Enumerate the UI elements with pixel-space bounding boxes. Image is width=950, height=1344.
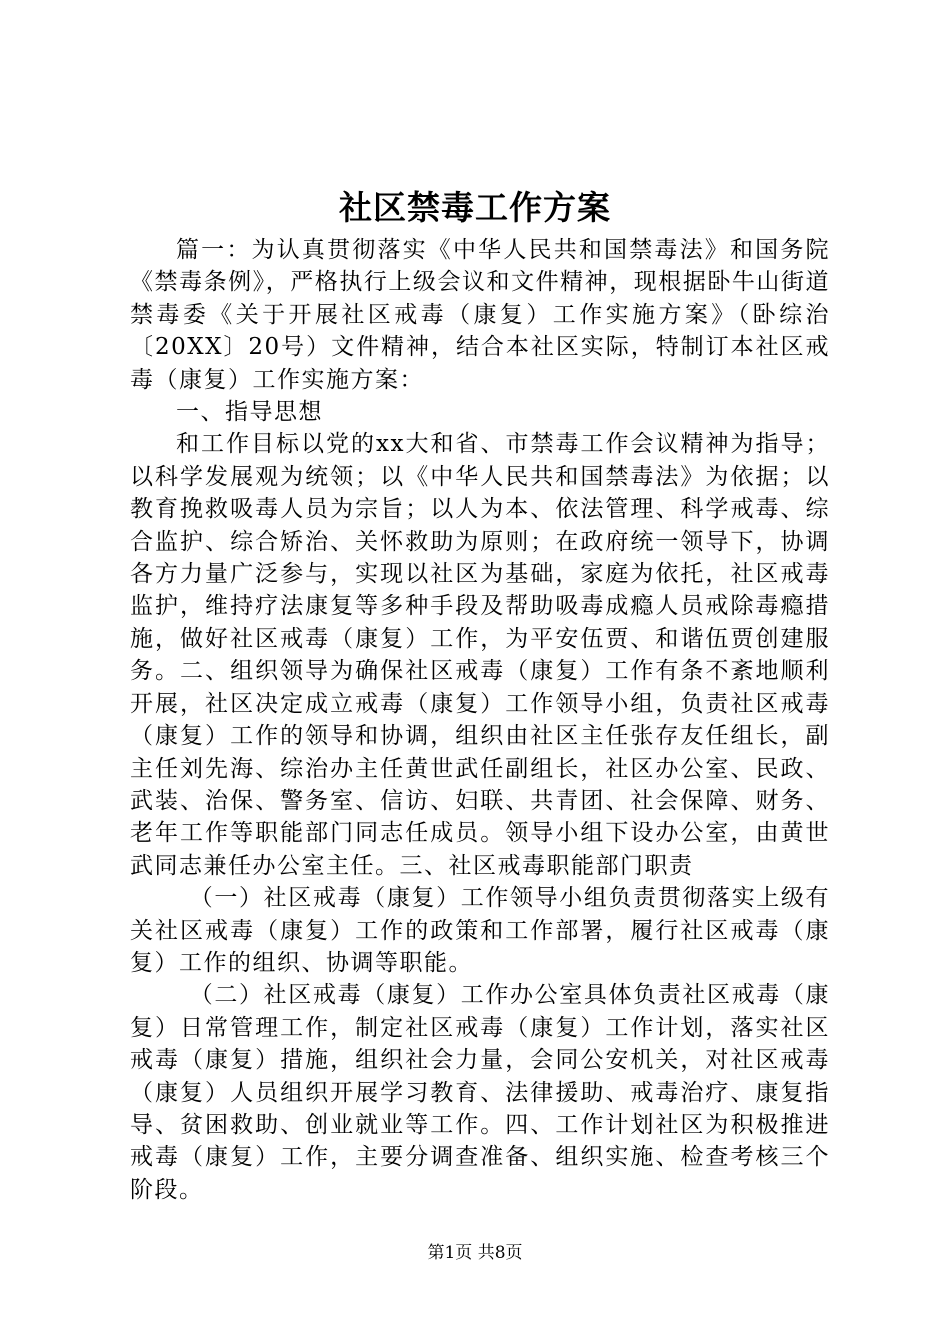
page-footer: 第1页 共8页 (427, 1243, 523, 1263)
paragraph-office-duties: （二）社区戒毒（康复）工作办公室具体负责社区戒毒（康复）日常管理工作，制定社区戒毒（康复）工作计划，落实社区戒毒（康复）措施，组织社会力量，会同公安机关，对社区戒毒（康复）人员组织开展学习教育、法律援助、戒毒治疗、康复指导、贫困救助、创业就业等工作。四、工作计划社区为积极推进戒毒（康复）工作，主要分调查准备、组织实施、检查考核三个阶段。 (130, 982, 830, 1203)
document-body (130, 234, 830, 1206)
paragraph-leading-group: （一）社区戒毒（康复）工作领导小组负责贯彻落实上级有关社区戒毒（康复）工作的政策和工作部署，履行社区戒毒（康复）工作的组织、协调等职能。 (130, 885, 830, 976)
heading-guiding-ideology: 一、指导思想 (176, 399, 323, 426)
document-title: 社区禁毒工作方案 (339, 188, 611, 227)
paragraph-guiding-ideology: 和工作目标以党的xx大和省、市禁毒工作会议精神为指导；以科学发展观为统领；以《中华人民共和国禁毒法》为依据；以教育挽救吸毒人员为宗旨；以人为本、依法管理、科学戒毒、综合监护、综合矫治、关怀救助为原则；在政府统一领导下，协调各方力量广泛参与，实现以社区为基础，家庭为依托，社区戒毒监护，维持疗法康复等多种手段及帮助吸毒成瘾人员戒除毒瘾措施，做好社区戒毒（康复）工作，为平安伍贾、和谐伍贾创建服务。二、组织领导为确保社区戒毒（康复）工作有条不紊地顺利开展，社区决定成立戒毒（康复）工作领导小组，负责社区戒毒（康复）工作的领导和协调，组织由社区主任张存友任组长，副主任刘先海、综治办主任黄世武任副组长，社区办公室、民政、武装、治保、警务室、信访、妇联、共青团、社会保障、财务、老年工作等职能部门同志任成员。领导小组下设办公室，由黄世武同志兼任办公室主任。三、社区戒毒职能部门职责 (130, 431, 830, 879)
paragraph-intro: 篇一：为认真贯彻落实《中华人民共和国禁毒法》和国务院《禁毒条例》，严格执行上级会议和文件精神，现根据卧牛山街道禁毒委《关于开展社区戒毒（康复）工作实施方案》（卧综治〔20XX〕20号）文件精神，结合本社区实际，特制订本社区戒毒（康复）工作实施方案： (130, 237, 830, 393)
